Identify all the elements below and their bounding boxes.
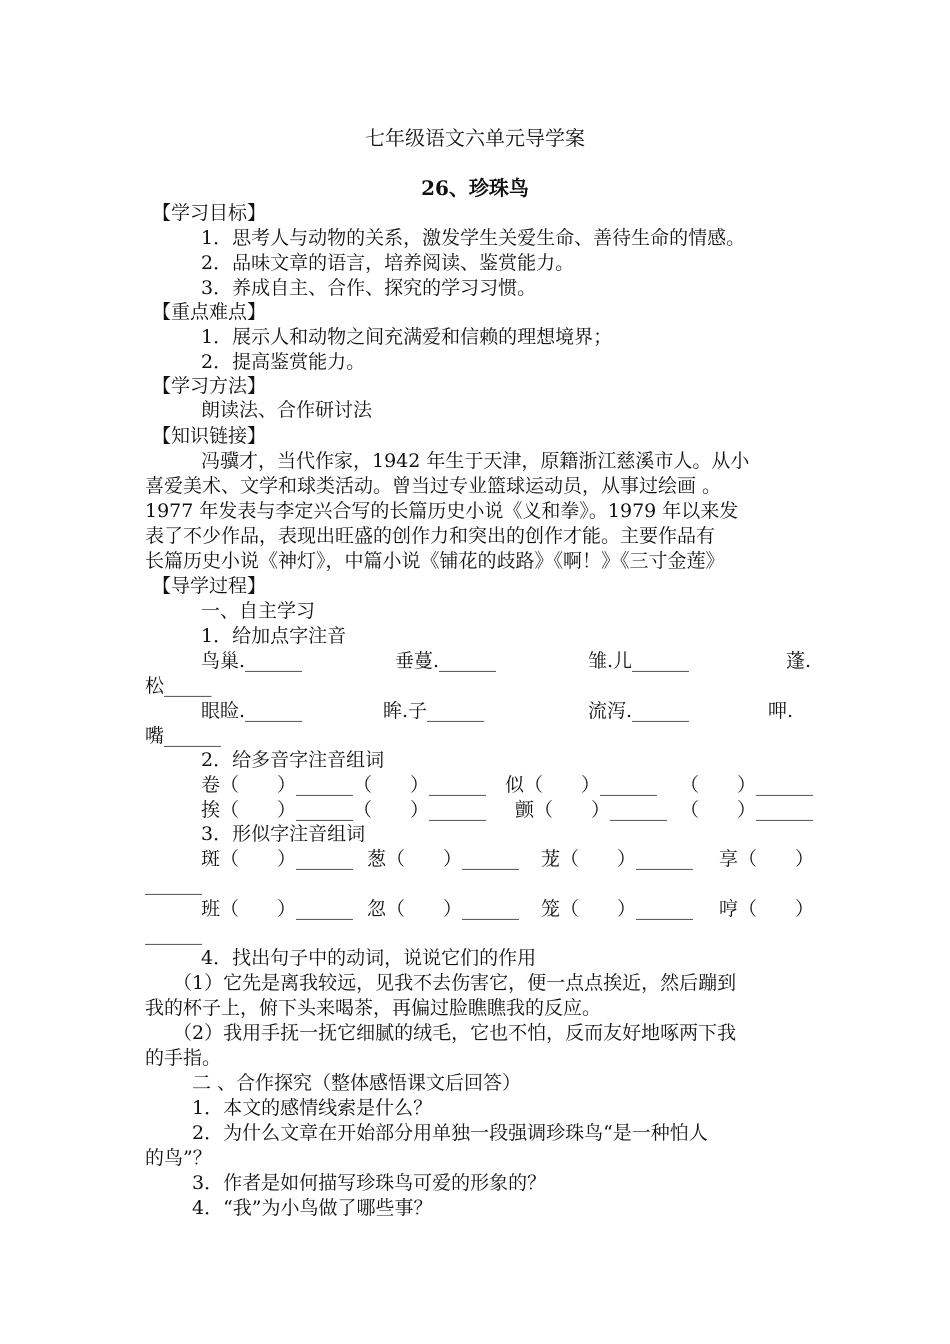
knowledge-line: 长篇历史小说《神灯》，中篇小说《铺花的歧路》《啊！》《三寸金莲》 <box>145 550 725 572</box>
goal-item: 1．思考人与动物的关系，激发学生关爱生命、善待生命的情感。 <box>201 227 746 249</box>
q1-wrap[interactable]: 松_____ <box>145 675 212 697</box>
part2-question: 4．“我”为小鸟做了哪些事？ <box>192 1197 433 1219</box>
q1-blank[interactable]: 蓬. <box>786 650 812 672</box>
q2-blank[interactable]: （ ）______ <box>680 774 814 796</box>
q1-blank[interactable]: 鸟巢.______ <box>201 650 303 672</box>
document-title: 七年级语文六单元导学案 <box>365 126 585 150</box>
q3-blank[interactable]: 哼（ ） <box>719 898 815 920</box>
q2-blank[interactable]: 卷（ ）______（ ）______ <box>201 774 487 796</box>
q1-wrap[interactable]: 嘴______ <box>145 725 222 747</box>
q3-wrap[interactable]: ______ <box>145 923 202 945</box>
knowledge-line: 冯骥才，当代作家，1942 年生于天津，原籍浙江慈溪市人。从小 <box>201 450 750 472</box>
q1-title: 1．给加点字注音 <box>201 625 347 647</box>
knowledge-line: 喜爱美术、文学和球类活动。曾当过专业篮球运动员，从事过绘画 。 <box>145 475 722 497</box>
q1-blank[interactable]: 垂蔓.______ <box>395 650 497 672</box>
q1-blank[interactable]: 眸.子______ <box>383 700 485 722</box>
q2-blank[interactable]: 颤（ ）______ <box>515 799 668 821</box>
q2-title: 2．给多音字注音组词 <box>201 749 385 771</box>
q3-title: 3．形似字注音组词 <box>201 823 366 845</box>
q3-blank[interactable]: 享（ ） <box>719 848 815 870</box>
q3-wrap[interactable]: ______ <box>145 873 202 895</box>
part2-question: 的鸟”？ <box>145 1147 212 1169</box>
q2-blank[interactable]: 挨（ ）______（ ）______ <box>201 799 487 821</box>
q4-sentence: 我的杯子上，俯下头来喝茶，再偏过脸瞧瞧我的反应。 <box>145 997 602 1019</box>
goals-heading: 【学习目标】 <box>152 202 267 224</box>
methods-text: 朗读法、合作研讨法 <box>201 399 373 421</box>
knowledge-line: 1977 年发表与李定兴合写的长篇历史小说《义和拳》。1979 年以来发 <box>145 500 739 522</box>
q3-blank[interactable]: 笼（ ）______ <box>541 898 694 920</box>
process-heading: 【导学过程】 <box>152 575 267 597</box>
key-point-item: 2．提高鉴赏能力。 <box>201 351 366 373</box>
q3-blank[interactable]: 斑（ ）______ <box>201 848 354 870</box>
q4-sentence: 的手指。 <box>145 1047 222 1069</box>
lesson-title: 26、珍珠鸟 <box>421 176 529 200</box>
q2-blank[interactable]: （ ）______ <box>680 799 814 821</box>
q4-sentence: （2）我用手抚一抚它细腻的绒毛，它也不怕，反而友好地啄两下我 <box>173 1022 737 1044</box>
part1-heading: 一、自主学习 <box>201 600 316 622</box>
q1-blank[interactable]: 眼睑.______ <box>201 700 303 722</box>
part2-question: 1．本文的感情线索是什么？ <box>192 1097 433 1119</box>
part2-question: 3．作者是如何描写珍珠鸟可爱的形象的？ <box>192 1172 547 1194</box>
goal-item: 2．品味文章的语言，培养阅读、鉴赏能力。 <box>201 252 575 274</box>
goal-item: 3．养成自主、合作、探究的学习习惯。 <box>201 277 537 299</box>
q4-sentence: （1）它先是离我较远，见我不去伤害它，便一点点挨近，然后蹦到 <box>173 972 737 994</box>
part2-question: 2．为什么文章在开始部分用单独一段强调珍珠鸟“是一种怕人 <box>192 1122 708 1144</box>
q3-blank[interactable]: 葱（ ）______ <box>367 848 520 870</box>
knowledge-heading: 【知识链接】 <box>152 425 267 447</box>
q1-blank[interactable]: 呷. <box>768 700 794 722</box>
q1-blank[interactable]: 雏.儿______ <box>588 650 690 672</box>
key-points-heading: 【重点难点】 <box>152 301 267 323</box>
key-point-item: 1．展示人和动物之间充满爱和信赖的理想境界； <box>201 326 613 348</box>
q4-title: 4．找出句子中的动词，说说它们的作用 <box>201 947 537 969</box>
methods-heading: 【学习方法】 <box>152 375 267 397</box>
q2-blank[interactable]: 似（ ）______ <box>505 774 658 796</box>
q3-blank[interactable]: 茏（ ）______ <box>541 848 694 870</box>
knowledge-line: 表了不少作品，表现出旺盛的创作力和突出的创作才能。主要作品有 <box>145 525 716 547</box>
q1-blank[interactable]: 流泻.______ <box>588 700 690 722</box>
q3-blank[interactable]: 班（ ）______ <box>201 898 354 920</box>
q3-blank[interactable]: 忽（ ）______ <box>367 898 520 920</box>
part2-heading: 二 、合作探究（整体感悟课文后回答） <box>192 1072 522 1094</box>
